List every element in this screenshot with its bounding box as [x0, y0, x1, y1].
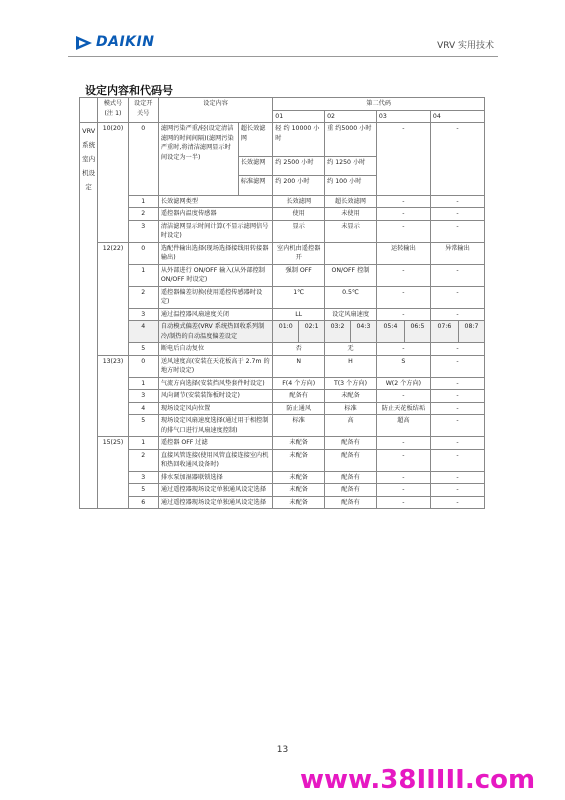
table-header-row	[80, 98, 485, 111]
r10-0-f1-v2: 重 约5000 小时	[325, 123, 377, 157]
page-number: 13	[276, 745, 289, 755]
header-system	[80, 98, 98, 123]
mode-15: 15(25)	[98, 437, 128, 509]
r10-0-content: 滤网污染严重/轻(设定清洁滤网的时间间隔)(滤网污染严重时,将清洁滤网显示时间设定为一半)	[158, 123, 238, 196]
table-row: 5 通过遥控器现场设定单独通风设定选择 未配备 配备有 - -	[80, 484, 485, 497]
daikin-logo	[74, 34, 204, 52]
table-row: 6 通过遥控器现场设定单独通风设定选择 未配备 配备有 - -	[80, 496, 485, 509]
table-row: 1 长效滤网类型 长效滤网 超长效滤网 - -	[80, 195, 485, 208]
r10-0-03: -	[376, 123, 430, 196]
logo-text: DAIKIN	[96, 34, 155, 50]
switch-0: 0	[128, 123, 158, 196]
table-row: 5 断电后自动复位 否 无 - -	[80, 343, 485, 356]
r10-0-f1-v1: 轻 约 10000 小时	[273, 123, 325, 157]
table-row: 1 气流方向选择(安装挡风垫套件时设定) F(4 个方向) T(3 个方向) W(2 个方向) -	[80, 377, 485, 390]
r10-0-f2-v1: 约 2500 小时	[273, 156, 325, 175]
daikin-logo-mark-icon	[74, 35, 94, 51]
table-row: 2 直接风管连接(使用风管直接连接室内机和热回收通风设备时) 未配备 配备有 - -	[80, 449, 485, 471]
table-row: 13(23) 0 送风速度高(安装在天花板高于 2.7m 的地方时设定) N H S -	[80, 355, 485, 377]
page-header	[68, 30, 498, 57]
watermark: www.38IIIII.com	[300, 765, 536, 795]
header-mode: 模式号 (注 1)	[98, 98, 128, 123]
table-row	[80, 123, 485, 157]
r10-0-f2: 长效滤网	[238, 156, 273, 175]
table-row: 3 清洁滤网显示时间计算(不显示滤网信号时设定) 显示 未显示 - -	[80, 220, 485, 242]
r10-0-f3-v2: 约 100 小时	[325, 176, 377, 195]
table-row: 2 遥控器内温度传感器 使用 未使用 - -	[80, 208, 485, 221]
system-label: VRV系统室内机设定	[80, 123, 98, 196]
header-04: 04	[430, 110, 484, 123]
r10-0-f3-v1: 约 200 小时	[273, 176, 325, 195]
doc-title: VRV 实用技术	[437, 41, 494, 51]
table-row: 2 遥控器偏差切换(使用遥控传感器时设定) 1℃ 0.5℃ - -	[80, 286, 485, 308]
header-content: 设定内容	[158, 98, 272, 123]
r10-0-04: -	[430, 123, 484, 196]
r10-0-f1: 超长效滤网	[238, 123, 273, 157]
mode-13: 13(23)	[98, 355, 128, 437]
header-second-code: 第二代码	[273, 98, 485, 111]
section-title: 设定内容和代码号	[85, 84, 173, 97]
header-switch: 设定开 关号	[128, 98, 158, 123]
table-row: 15(25) 1 遥控器 OFF 过滤 未配备 配备有 - -	[80, 437, 485, 450]
table-row: 1 从外部进行 ON/OFF 输入(从外部控制 ON/OFF 时设定) 强制 OFF ON/OFF 控制 - -	[80, 264, 485, 286]
r10-0-f3: 标准滤网	[238, 176, 273, 195]
table-row: 3 风向调节(安装装饰板时设定) 配备有 未配备 - -	[80, 390, 485, 403]
table-row: 12(22) 0 选配件输出选择(现场选择接线用转接器输出) 室内机由遥控器开 运转输出 异常输出	[80, 242, 485, 264]
table-row: 5 现场设定风扇速度选择(通过用于相控制的排气口进行风扇速度控制) 标准 高 超高 -	[80, 415, 485, 437]
header-03: 03	[376, 110, 430, 123]
header-01: 01	[273, 110, 325, 123]
r10-0-f2-v2: 约 1250 小时	[325, 156, 377, 175]
table-row: 3 通过温控器风扇速度关闭 LL 设定风扇速度 - -	[80, 308, 485, 321]
settings-table	[79, 97, 485, 509]
header-02: 02	[325, 110, 377, 123]
table-row: 3 排水泵加湿器联锁选择 未配备 配备有 - -	[80, 471, 485, 484]
table-row: 4 现场设定风向位置 防止通风 标准 防止天花板结垢 -	[80, 402, 485, 415]
mode-12: 12(22)	[98, 242, 128, 355]
system-label-continued	[80, 195, 98, 509]
mode-10: 10(20)	[98, 123, 128, 243]
table-row: 4 自动模式偏差(VRV 系统热回收系列制冷/制热的自动温度偏差设定 01:0 02:1 03:2 04:3 05:4 06:5 07:6 08:7	[80, 321, 485, 343]
